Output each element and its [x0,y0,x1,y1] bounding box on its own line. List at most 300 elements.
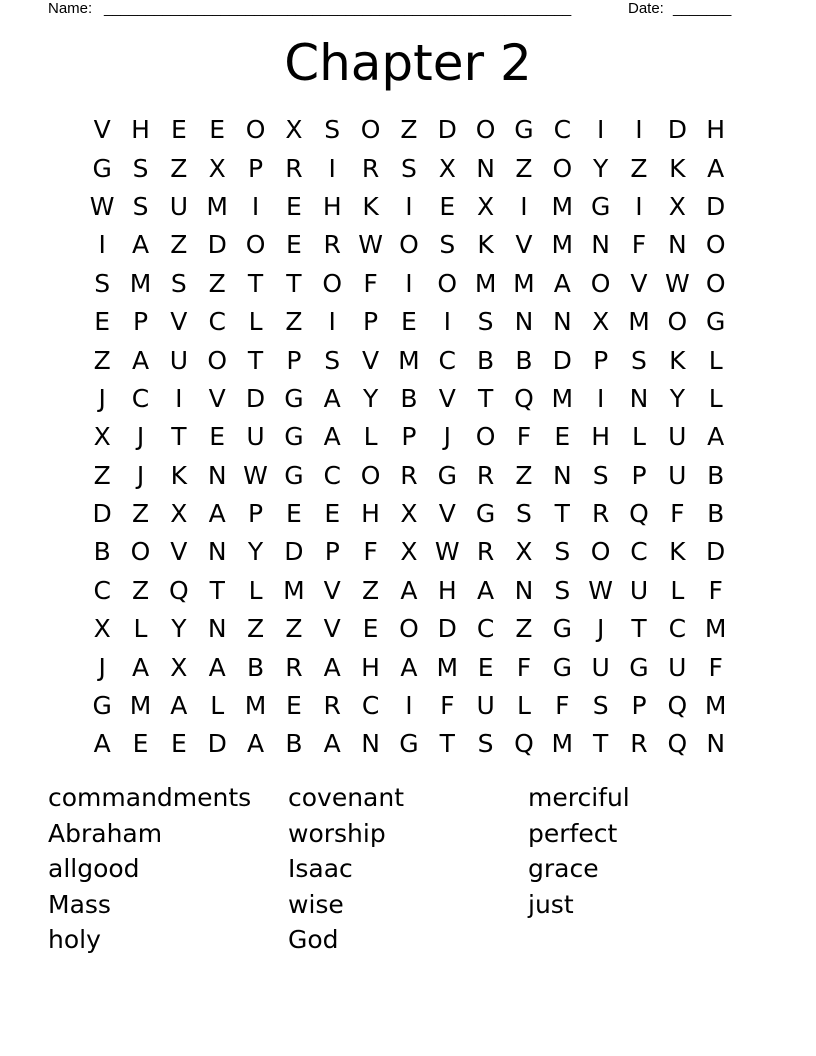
grid-letter: C [630,537,648,567]
grid-row [83,380,735,418]
grid-letter: N [667,230,687,260]
grid-letter: S [592,460,609,490]
grid-letter: G [284,422,304,452]
grid-letter: C [438,345,456,375]
grid-letter: X [93,422,111,452]
grid-letter: M [206,191,228,221]
grid-row [83,725,735,763]
grid-letter: J [98,383,106,413]
grid-letter: E [94,307,111,337]
grid-letter: K [669,537,686,567]
grid-letter: D [284,537,304,567]
word-list-item: covenant [288,783,405,812]
grid-letter: A [170,691,188,721]
grid-letter: V [362,345,380,375]
grid-letter: G [437,460,457,490]
grid-letter: R [323,230,341,260]
grid-row [83,687,735,725]
grid-letter: M [244,691,267,721]
word-list-item: holy [48,925,101,954]
grid-letter: O [552,153,573,183]
grid-letter: E [285,191,302,221]
grid-letter: A [93,729,111,759]
grid-letter: E [285,691,302,721]
grid-letter: Z [362,575,380,605]
grid-letter: A [323,422,341,452]
grid-letter: N [552,307,572,337]
grid-letter: A [131,230,150,260]
word-list-item: merciful [528,783,630,812]
grid-letter: Z [208,268,226,298]
grid-row [83,495,735,533]
grid-letter: L [708,383,723,413]
grid-letter: B [515,345,533,375]
grid-letter: R [285,153,303,183]
grid-letter: S [477,307,494,337]
grid-letter: M [551,383,574,413]
grid-letter: N [629,383,649,413]
grid-letter: D [245,383,266,413]
grid-letter: I [328,307,336,337]
grid-letter: F [516,652,532,682]
grid-letter: H [361,652,380,682]
grid-letter: F [363,537,378,567]
word-column [48,780,251,958]
header-line [48,0,748,20]
word-list-item: allgood [48,854,140,883]
grid-letter: C [476,614,495,644]
grid-letter: W [89,191,115,221]
grid-letter: I [635,191,643,221]
grid-row [83,533,735,571]
grid-letter: G [92,153,112,183]
grid-letter: R [630,729,648,759]
grid-letter: D [706,537,726,567]
grid-letter: S [324,115,341,145]
grid-letter: W [434,537,460,567]
grid-letter: U [169,191,189,221]
grid-row [83,341,735,379]
grid-letter: A [707,153,725,183]
grid-letter: E [132,729,149,759]
grid-letter: I [251,191,260,221]
word-list-item: Isaac [288,854,353,883]
word-column [528,780,630,922]
grid-letter: H [437,575,457,605]
grid-letter: T [286,268,302,298]
grid-letter: N [514,307,534,337]
grid-letter: U [668,652,687,682]
word-list [48,780,768,960]
grid-row [83,111,735,149]
grid-letter: Y [669,383,685,413]
grid-letter: V [170,307,188,337]
word-list-item: just [528,889,574,919]
grid-letter: S [516,499,532,529]
grid-letter: S [324,345,341,375]
grid-letter: Z [285,614,303,644]
grid-letter: A [131,652,150,682]
word-list-item: Abraham [48,818,163,848]
grid-letter: I [443,307,451,337]
grid-letter: I [405,268,413,298]
grid-letter: Z [400,115,418,145]
grid-letter: X [170,499,188,529]
grid-letter: V [323,575,341,605]
grid-letter: T [554,499,570,529]
grid-letter: M [628,307,650,337]
grid-letter: S [400,153,417,183]
grid-letter: S [477,729,494,759]
grid-letter: U [591,652,610,682]
grid-letter: E [209,422,226,452]
grid-row [83,648,735,686]
grid-letter: T [247,268,264,298]
grid-letter: X [285,115,303,145]
grid-letter: M [436,652,459,682]
grid-letter: Z [93,345,111,375]
grid-letter: I [635,115,643,145]
grid-row [83,457,735,495]
grid-letter: V [438,383,456,413]
grid-letter: A [477,575,495,605]
grid-letter: D [706,191,726,221]
grid-letter: K [362,191,379,221]
grid-letter: O [245,230,266,260]
grid-letter: Q [629,499,649,529]
grid-letter: N [476,153,495,183]
grid-letter: C [131,383,150,413]
grid-letter: M [474,268,497,298]
grid-letter: F [670,499,685,529]
grid-letter: L [210,691,225,721]
grid-letter: I [405,191,413,221]
grid-letter: N [514,575,534,605]
word-list-item: wise [288,889,344,919]
grid-letter: Y [593,153,609,183]
grid-letter: L [248,307,263,337]
grid-letter: M [398,345,420,375]
grid-letter: S [170,268,187,298]
grid-letter: V [208,383,226,413]
grid-letter: A [553,268,571,298]
grid-letter: J [136,422,145,452]
grid-letter: D [437,614,457,644]
grid-letter: H [322,191,342,221]
grid-letter: O [590,537,611,567]
grid-letter: D [207,230,227,260]
grid-row [83,303,735,341]
grid-letter: U [668,422,687,452]
grid-letter: Z [246,614,265,644]
grid-letter: B [400,383,418,413]
grid-letter: C [93,575,111,605]
grid-letter: V [630,268,648,298]
grid-letter: H [706,115,726,145]
grid-letter: G [705,307,726,337]
grid-letter: O [399,230,419,260]
grid-letter: P [401,422,417,452]
grid-letter: E [477,652,494,682]
grid-letter: H [361,499,380,529]
grid-letter: A [400,652,418,682]
grid-letter: G [514,115,534,145]
grid-letter: U [629,575,649,605]
grid-letter: M [551,729,574,759]
grid-letter: Z [170,230,188,260]
grid-letter: O [705,268,726,298]
grid-letter: S [592,691,609,721]
grid-letter: X [592,307,610,337]
grid-letter: V [515,230,533,260]
grid-letter: F [440,691,455,721]
grid-letter: M [704,691,727,721]
grid-letter: W [664,268,690,298]
grid-letter: J [596,614,605,644]
grid-letter: M [129,268,152,298]
word-list-item: God [288,925,339,954]
grid-letter: E [324,499,341,529]
grid-row [83,572,735,610]
grid-letter: T [209,575,225,605]
grid-row [83,226,735,264]
grid-letter: I [98,230,106,260]
grid-letter: E [209,115,226,145]
grid-letter: X [170,652,188,682]
grid-letter: W [588,575,613,605]
grid-letter: R [285,652,303,682]
grid-letter: G [590,191,611,221]
grid-letter: G [92,691,112,721]
grid-letter: T [439,729,455,759]
grid-letter: E [285,230,302,260]
grid-letter: K [477,230,494,260]
grid-letter: S [132,153,149,183]
grid-letter: O [475,115,496,145]
grid-letter: L [670,575,685,605]
grid-letter: X [400,499,418,529]
grid-letter: V [170,537,188,567]
grid-letter: G [629,652,649,682]
grid-letter: C [323,460,341,490]
name-field: ________________________________________________________ [104,0,572,17]
grid-letter: E [439,191,456,221]
grid-letter: X [477,191,495,221]
letter-grid [83,111,735,764]
grid-letter: O [245,115,266,145]
grid-letter: A [131,345,150,375]
grid-letter: P [631,460,647,490]
grid-letter: A [246,729,265,759]
grid-letter: Y [362,383,379,413]
grid-letter: Z [630,153,648,183]
grid-letter: O [322,268,343,298]
grid-letter: U [668,460,687,490]
grid-letter: R [476,537,495,567]
grid-row [83,149,735,187]
grid-letter: O [667,307,688,337]
grid-letter: M [283,575,305,605]
grid-letter: J [98,652,106,682]
grid-letter: U [169,345,189,375]
grid-letter: I [175,383,183,413]
grid-letter: E [285,499,302,529]
grid-letter: X [208,153,226,183]
grid-letter: W [243,460,268,490]
grid-letter: O [360,460,381,490]
grid-letter: K [170,460,188,490]
grid-row [83,610,735,648]
grid-letter: X [93,614,111,644]
grid-letter: M [704,614,727,644]
grid-letter: O [590,268,611,298]
grid-letter: Y [247,537,264,567]
grid-letter: T [593,729,609,759]
grid-letter: P [363,307,379,337]
date-label: Date: [628,0,664,17]
grid-letter: R [323,691,341,721]
grid-letter: D [667,115,687,145]
grid-letter: D [437,115,457,145]
grid-letter: A [323,383,341,413]
grid-letter: O [437,268,458,298]
grid-letter: C [208,307,226,337]
grid-letter: D [207,729,227,759]
grid-letter: Q [514,729,534,759]
grid-letter: O [207,345,228,375]
grid-letter: G [284,460,304,490]
grid-letter: T [247,345,264,375]
grid-letter: A [208,652,226,682]
grid-letter: R [591,499,610,529]
grid-letter: D [552,345,572,375]
grid-letter: G [284,383,304,413]
grid-letter: G [475,499,496,529]
grid-letter: R [361,153,380,183]
grid-letter: N [706,729,726,759]
grid-letter: C [668,614,687,644]
grid-letter: T [631,614,647,644]
grid-letter: D [92,499,112,529]
grid-letter: Z [131,499,150,529]
grid-row [83,188,735,226]
grid-letter: A [400,575,418,605]
grid-letter: A [323,652,341,682]
grid-letter: Y [171,614,187,644]
grid-letter: I [328,153,336,183]
grid-letter: E [362,614,379,644]
grid-letter: I [520,191,528,221]
grid-letter: T [477,383,494,413]
grid-letter: I [596,115,605,145]
grid-letter: O [130,537,151,567]
grid-letter: L [248,575,263,605]
grid-letter: P [132,307,149,337]
grid-letter: H [591,422,611,452]
grid-letter: E [554,422,571,452]
grid-letter: Z [515,460,533,490]
grid-letter: F [708,652,723,682]
grid-letter: V [93,115,111,145]
grid-letter: W [358,230,383,260]
grid-letter: S [94,268,111,298]
grid-letter: O [475,422,496,452]
grid-letter: P [286,345,302,375]
grid-letter: C [361,691,380,721]
grid-letter: X [400,537,418,567]
grid-letter: B [707,460,725,490]
grid-letter: M [551,191,574,221]
grid-letter: A [707,422,725,452]
grid-row [83,265,735,303]
grid-letter: G [399,729,419,759]
grid-letter: P [593,345,609,375]
grid-letter: F [708,575,723,605]
grid-letter: E [170,115,187,145]
grid-letter: F [516,422,532,452]
grid-letter: A [208,499,226,529]
grid-letter: O [360,115,381,145]
grid-letter: G [552,614,572,644]
grid-letter: E [170,729,187,759]
grid-letter: N [591,230,610,260]
grid-letter: S [554,537,571,567]
grid-letter: J [443,422,451,452]
grid-letter: X [668,191,686,221]
grid-letter: F [555,691,570,721]
grid-letter: B [477,345,495,375]
grid-letter: B [246,652,265,682]
grid-letter: Q [169,575,189,605]
word-list-item: grace [528,854,599,883]
grid-letter: L [708,345,723,375]
grid-letter: S [631,345,647,375]
grid-letter: A [323,729,341,759]
grid-letter: F [363,268,378,298]
grid-letter: B [285,729,303,759]
grid-letter: B [93,537,111,567]
grid-letter: I [596,383,605,413]
grid-letter: X [515,537,533,567]
grid-letter: J [136,460,145,490]
grid-letter: Z [131,575,150,605]
grid-letter: M [513,268,535,298]
grid-letter: Z [515,153,533,183]
grid-letter: M [129,691,152,721]
word-list-item: commandments [48,783,252,812]
grid-letter: P [324,537,340,567]
grid-letter: M [551,230,574,260]
grid-letter: P [248,499,264,529]
grid-letter: S [132,191,149,221]
word-list-item: Mass [48,889,111,919]
grid-letter: N [361,729,380,759]
grid-letter: F [631,230,647,260]
grid-letter: L [363,422,378,452]
grid-row [83,418,735,456]
grid-letter: Q [667,691,688,721]
grid-letter: U [476,691,495,721]
grid-letter: V [438,499,456,529]
grid-letter: O [399,614,419,644]
grid-letter: R [476,460,495,490]
grid-letter: T [171,422,187,452]
grid-letter: K [669,153,686,183]
grid-letter: Z [170,153,188,183]
grid-letter: U [246,422,265,452]
grid-letter: L [133,614,148,644]
grid-letter: G [552,652,572,682]
